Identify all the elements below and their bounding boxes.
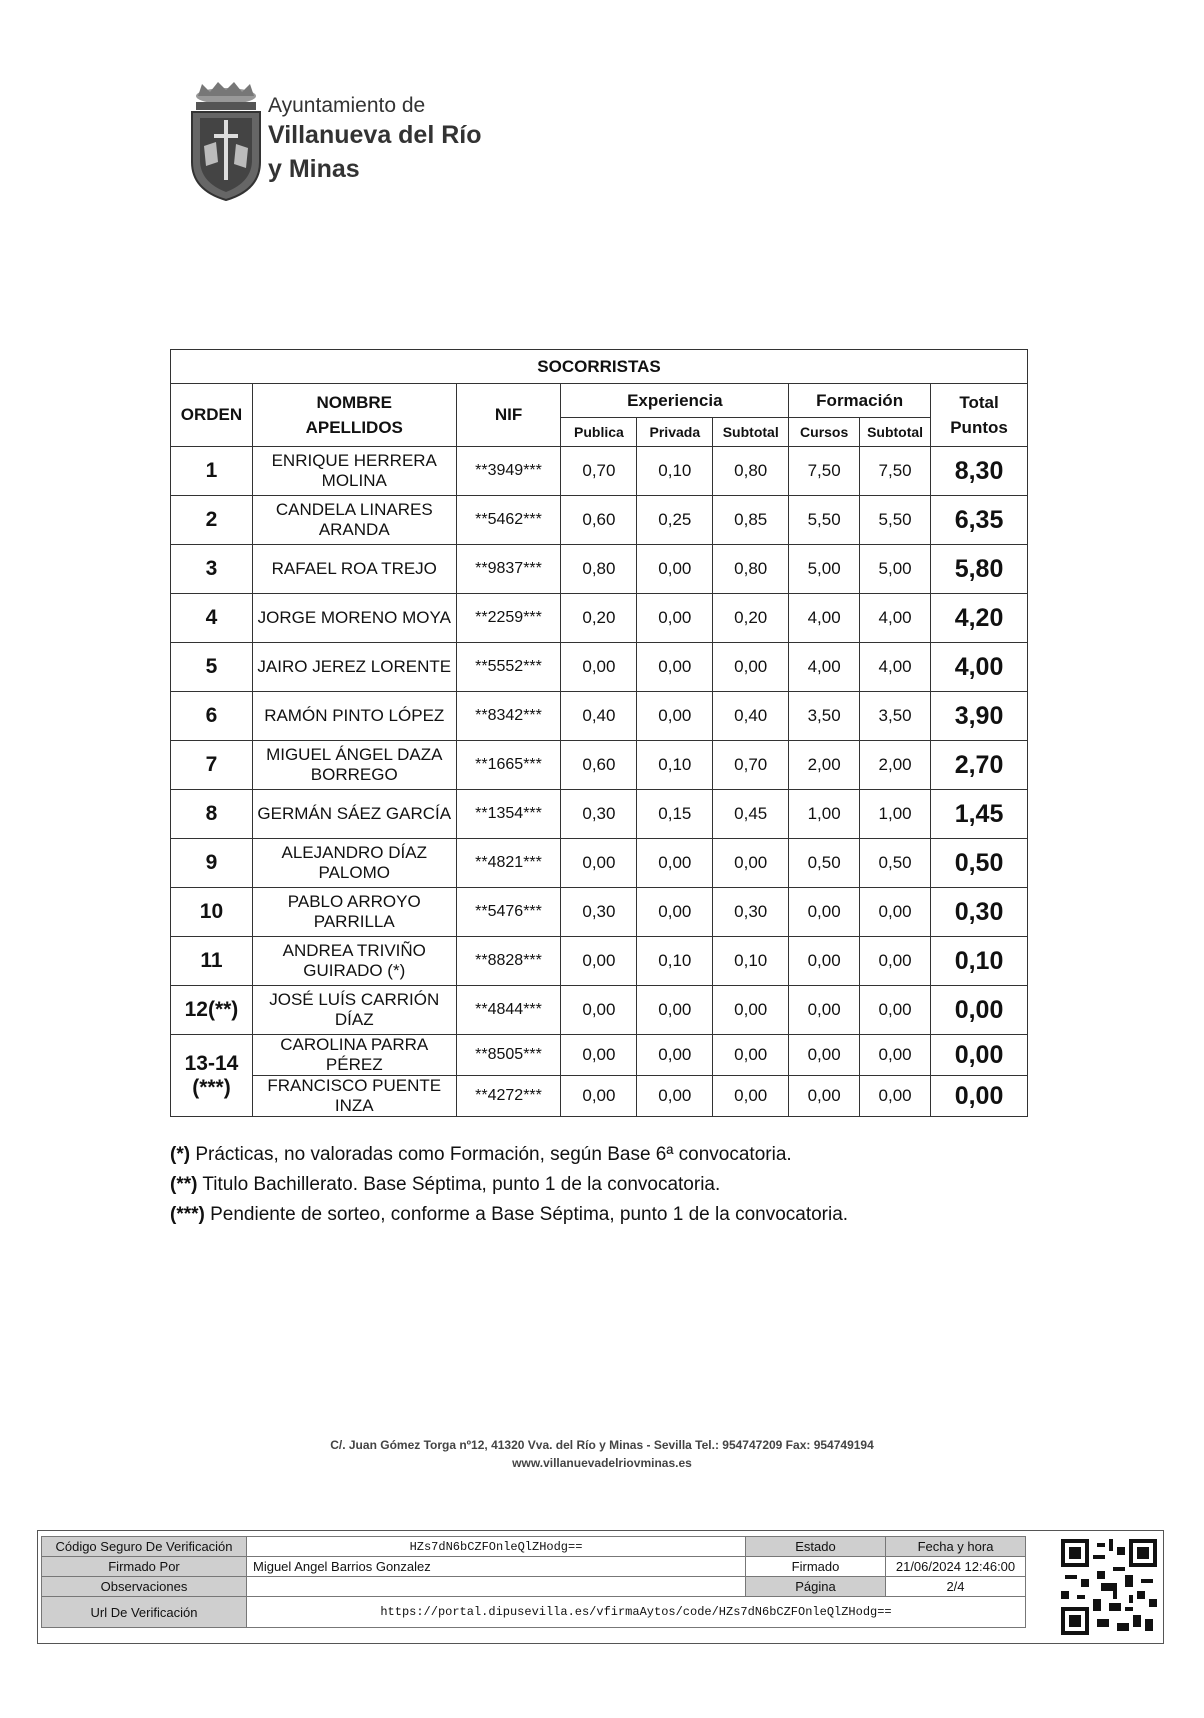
footnote-mark: (**): [170, 1174, 198, 1195]
cell-subtotal-form: 5,00: [860, 545, 931, 594]
cell-subtotal-form: 3,50: [860, 692, 931, 741]
cell-privada: 0,10: [637, 937, 713, 986]
cell-privada: 0,00: [637, 986, 713, 1035]
municipality-header: [268, 94, 482, 186]
cell-nombre: CANDELA LINARES ARANDA: [252, 496, 456, 545]
cell-orden: 6: [171, 692, 253, 741]
footnote: [170, 1200, 848, 1230]
header-publica: Publica: [561, 418, 637, 447]
cell-nif: **5476***: [456, 888, 561, 937]
cell-privada: 0,25: [637, 496, 713, 545]
firmado-label: Firmado Por: [42, 1557, 247, 1577]
cell-privada: 0,10: [637, 741, 713, 790]
cell-nombre: FRANCISCO PUENTE INZA: [252, 1076, 456, 1117]
table-row: [171, 741, 1028, 790]
cell-subtotal-form: 0,00: [860, 986, 931, 1035]
cell-cursos: 0,00: [789, 888, 860, 937]
coat-of-arms-logo: [186, 82, 266, 202]
cell-privada: 0,00: [637, 1076, 713, 1117]
header-orden: ORDEN: [171, 384, 253, 447]
cell-nombre: JOSÉ LUÍS CARRIÓN DÍAZ: [252, 986, 456, 1035]
cell-publica: 0,00: [561, 937, 637, 986]
cell-total: 6,35: [931, 496, 1028, 545]
cell-nif: **1665***: [456, 741, 561, 790]
cell-subtotal-exp: 0,00: [713, 839, 789, 888]
cell-subtotal-exp: 0,80: [713, 545, 789, 594]
header-subtotal-experiencia: Subtotal: [713, 418, 789, 447]
cell-total: 5,80: [931, 545, 1028, 594]
firmado-value: Miguel Angel Barrios Gonzalez: [247, 1557, 746, 1577]
table-row: [171, 986, 1028, 1035]
table-row: [171, 1035, 1028, 1076]
cell-cursos: 0,00: [789, 937, 860, 986]
table-row: [171, 937, 1028, 986]
cell-subtotal-form: 1,00: [860, 790, 931, 839]
table-row: [171, 496, 1028, 545]
cell-total: 0,00: [931, 1076, 1028, 1117]
table-row: [171, 888, 1028, 937]
cell-nombre: MIGUEL ÁNGEL DAZA BORREGO: [252, 741, 456, 790]
cell-orden: 9: [171, 839, 253, 888]
cell-nombre: ENRIQUE HERRERA MOLINA: [252, 447, 456, 496]
cell-subtotal-exp: 0,85: [713, 496, 789, 545]
cell-publica: 0,30: [561, 790, 637, 839]
table-body: [171, 447, 1028, 1117]
cell-subtotal-form: 0,00: [860, 1076, 931, 1117]
table-row: [171, 643, 1028, 692]
observaciones-value: [247, 1577, 746, 1597]
cell-cursos: 3,50: [789, 692, 860, 741]
header-subtotal-formacion: Subtotal: [860, 418, 931, 447]
cell-total: 0,00: [931, 986, 1028, 1035]
cell-privada: 0,00: [637, 643, 713, 692]
cell-orden: 10: [171, 888, 253, 937]
fecha-label: Fecha y hora: [886, 1537, 1026, 1557]
cell-cursos: 1,00: [789, 790, 860, 839]
table-row: [171, 447, 1028, 496]
cell-privada: 0,00: [637, 594, 713, 643]
footer-web: www.villanuevadelriovminas.es: [512, 1456, 692, 1470]
cell-subtotal-exp: 0,00: [713, 643, 789, 692]
cell-orden: 13-14 (***): [171, 1035, 253, 1117]
pagina-label: Página: [746, 1577, 886, 1597]
cell-nombre: ALEJANDRO DÍAZ PALOMO: [252, 839, 456, 888]
table-row: [171, 545, 1028, 594]
fecha-value: 21/06/2024 12:46:00: [886, 1557, 1026, 1577]
estado-label: Estado: [746, 1537, 886, 1557]
cell-orden: 8: [171, 790, 253, 839]
csv-value: HZs7dN6bCZFOnleQlZHodg==: [247, 1537, 746, 1557]
cell-nombre: PABLO ARROYO PARRILLA: [252, 888, 456, 937]
table-row: [171, 594, 1028, 643]
header-nombre-line1: NOMBRE: [316, 393, 393, 412]
cell-subtotal-form: 4,00: [860, 643, 931, 692]
cell-cursos: 0,50: [789, 839, 860, 888]
cell-subtotal-form: 0,50: [860, 839, 931, 888]
estado-value: Firmado: [746, 1557, 886, 1577]
footer-address-line: C/. Juan Gómez Torga nº12, 41320 Vva. del Río y Minas - Sevilla Tel.: 954747209 Fax: 954749194: [330, 1438, 874, 1452]
cell-subtotal-form: 0,00: [860, 888, 931, 937]
cell-nombre: CAROLINA PARRA PÉREZ: [252, 1035, 456, 1076]
cell-privada: 0,00: [637, 545, 713, 594]
cell-cursos: 0,00: [789, 1035, 860, 1076]
verification-table: [41, 1536, 1026, 1628]
footnote: [170, 1170, 848, 1200]
cell-orden: 5: [171, 643, 253, 692]
cell-subtotal-form: 0,00: [860, 1035, 931, 1076]
cell-subtotal-exp: 0,80: [713, 447, 789, 496]
qr-code-icon[interactable]: [1061, 1539, 1157, 1635]
cell-nombre: JAIRO JEREZ LORENTE: [252, 643, 456, 692]
cell-cursos: 7,50: [789, 447, 860, 496]
url-value[interactable]: https://portal.dipusevilla.es/vfirmaAytos/code/HZs7dN6bCZFOnleQlZHodg==: [247, 1597, 1026, 1628]
cell-subtotal-exp: 0,00: [713, 986, 789, 1035]
cell-subtotal-form: 0,00: [860, 937, 931, 986]
cell-nif: **2259***: [456, 594, 561, 643]
cell-total: 8,30: [931, 447, 1028, 496]
verification-box: [37, 1530, 1164, 1644]
cell-nif: **9837***: [456, 545, 561, 594]
cell-cursos: 2,00: [789, 741, 860, 790]
cell-orden: 11: [171, 937, 253, 986]
table-row: [171, 692, 1028, 741]
cell-cursos: 0,00: [789, 986, 860, 1035]
footnotes: [170, 1140, 848, 1230]
header-privada: Privada: [637, 418, 713, 447]
footer-address: [0, 1436, 1204, 1472]
table-row: [171, 1076, 1028, 1117]
cell-subtotal-form: 5,50: [860, 496, 931, 545]
cell-cursos: 0,00: [789, 1076, 860, 1117]
cell-total: 0,00: [931, 1035, 1028, 1076]
cell-cursos: 5,00: [789, 545, 860, 594]
cell-nif: **5462***: [456, 496, 561, 545]
cell-subtotal-exp: 0,30: [713, 888, 789, 937]
cell-privada: 0,10: [637, 447, 713, 496]
cell-total: 3,90: [931, 692, 1028, 741]
cell-total: 4,20: [931, 594, 1028, 643]
cell-subtotal-form: 2,00: [860, 741, 931, 790]
cell-orden: 3: [171, 545, 253, 594]
cell-orden: 1: [171, 447, 253, 496]
cell-nombre: GERMÁN SÁEZ GARCÍA: [252, 790, 456, 839]
pagina-value: 2/4: [886, 1577, 1026, 1597]
table-row: [171, 839, 1028, 888]
cell-nif: **4844***: [456, 986, 561, 1035]
cell-nombre: ANDREA TRIVIÑO GUIRADO (*): [252, 937, 456, 986]
cell-publica: 0,60: [561, 496, 637, 545]
cell-privada: 0,00: [637, 692, 713, 741]
cell-total: 2,70: [931, 741, 1028, 790]
cell-publica: 0,00: [561, 1035, 637, 1076]
cell-subtotal-form: 7,50: [860, 447, 931, 496]
csv-label: Código Seguro De Verificación: [42, 1537, 247, 1557]
table-title: SOCORRISTAS: [171, 350, 1028, 384]
cell-total: 4,00: [931, 643, 1028, 692]
footnote-mark: (***): [170, 1204, 205, 1225]
header-line-3: y Minas: [268, 155, 360, 183]
cell-publica: 0,00: [561, 986, 637, 1035]
cell-subtotal-exp: 0,70: [713, 741, 789, 790]
header-line-1: Ayuntamiento de: [268, 94, 426, 117]
cell-total: 0,10: [931, 937, 1028, 986]
header-formacion: Formación: [789, 384, 931, 418]
url-label: Url De Verificación: [42, 1597, 247, 1628]
cell-nif: **4821***: [456, 839, 561, 888]
cell-orden: 4: [171, 594, 253, 643]
cell-publica: 0,80: [561, 545, 637, 594]
cell-nif: **8342***: [456, 692, 561, 741]
header-line-2: Villanueva del Río: [268, 121, 482, 149]
cell-publica: 0,40: [561, 692, 637, 741]
cell-cursos: 4,00: [789, 594, 860, 643]
cell-publica: 0,00: [561, 1076, 637, 1117]
footnote-mark: (*): [170, 1144, 191, 1165]
cell-nif: **5552***: [456, 643, 561, 692]
cell-total: 1,45: [931, 790, 1028, 839]
cell-nif: **8505***: [456, 1035, 561, 1076]
header-total-line1: Total: [959, 393, 999, 412]
header-nombre: [252, 384, 456, 447]
cell-subtotal-exp: 0,40: [713, 692, 789, 741]
cell-total: 0,50: [931, 839, 1028, 888]
header-total: [931, 384, 1028, 447]
cell-total: 0,30: [931, 888, 1028, 937]
cell-subtotal-exp: 0,45: [713, 790, 789, 839]
scores-table: [170, 349, 1028, 1117]
cell-nif: **1354***: [456, 790, 561, 839]
footnote-text: Prácticas, no valoradas como Formación, según Base 6ª convocatoria.: [190, 1144, 792, 1165]
header-nif: NIF: [456, 384, 561, 447]
cell-nif: **4272***: [456, 1076, 561, 1117]
footnote-text: Pendiente de sorteo, conforme a Base Séptima, punto 1 de la convocatoria.: [204, 1204, 849, 1225]
cell-cursos: 4,00: [789, 643, 860, 692]
cell-publica: 0,20: [561, 594, 637, 643]
header-cursos: Cursos: [789, 418, 860, 447]
cell-orden: 12(**): [171, 986, 253, 1035]
cell-subtotal-exp: 0,00: [713, 1076, 789, 1117]
cell-nombre: JORGE MORENO MOYA: [252, 594, 456, 643]
cell-privada: 0,00: [637, 1035, 713, 1076]
footnote-text: Titulo Bachillerato. Base Séptima, punto 1 de la convocatoria.: [197, 1174, 721, 1195]
cell-nombre: RAFAEL ROA TREJO: [252, 545, 456, 594]
cell-privada: 0,00: [637, 888, 713, 937]
header-total-line2: Puntos: [950, 418, 1008, 437]
cell-nombre: RAMÓN PINTO LÓPEZ: [252, 692, 456, 741]
header-experiencia: Experiencia: [561, 384, 789, 418]
cell-orden: 2: [171, 496, 253, 545]
cell-cursos: 5,50: [789, 496, 860, 545]
cell-privada: 0,15: [637, 790, 713, 839]
cell-nif: **3949***: [456, 447, 561, 496]
cell-subtotal-form: 4,00: [860, 594, 931, 643]
cell-nif: **8828***: [456, 937, 561, 986]
cell-publica: 0,30: [561, 888, 637, 937]
observaciones-label: Observaciones: [42, 1577, 247, 1597]
header-nombre-line2: APELLIDOS: [305, 418, 403, 437]
cell-publica: 0,00: [561, 839, 637, 888]
cell-orden: 7: [171, 741, 253, 790]
cell-publica: 0,00: [561, 643, 637, 692]
cell-publica: 0,70: [561, 447, 637, 496]
cell-subtotal-exp: 0,20: [713, 594, 789, 643]
cell-publica: 0,60: [561, 741, 637, 790]
cell-subtotal-exp: 0,10: [713, 937, 789, 986]
table-row: [171, 790, 1028, 839]
cell-subtotal-exp: 0,00: [713, 1035, 789, 1076]
cell-privada: 0,00: [637, 839, 713, 888]
footnote: [170, 1140, 848, 1170]
